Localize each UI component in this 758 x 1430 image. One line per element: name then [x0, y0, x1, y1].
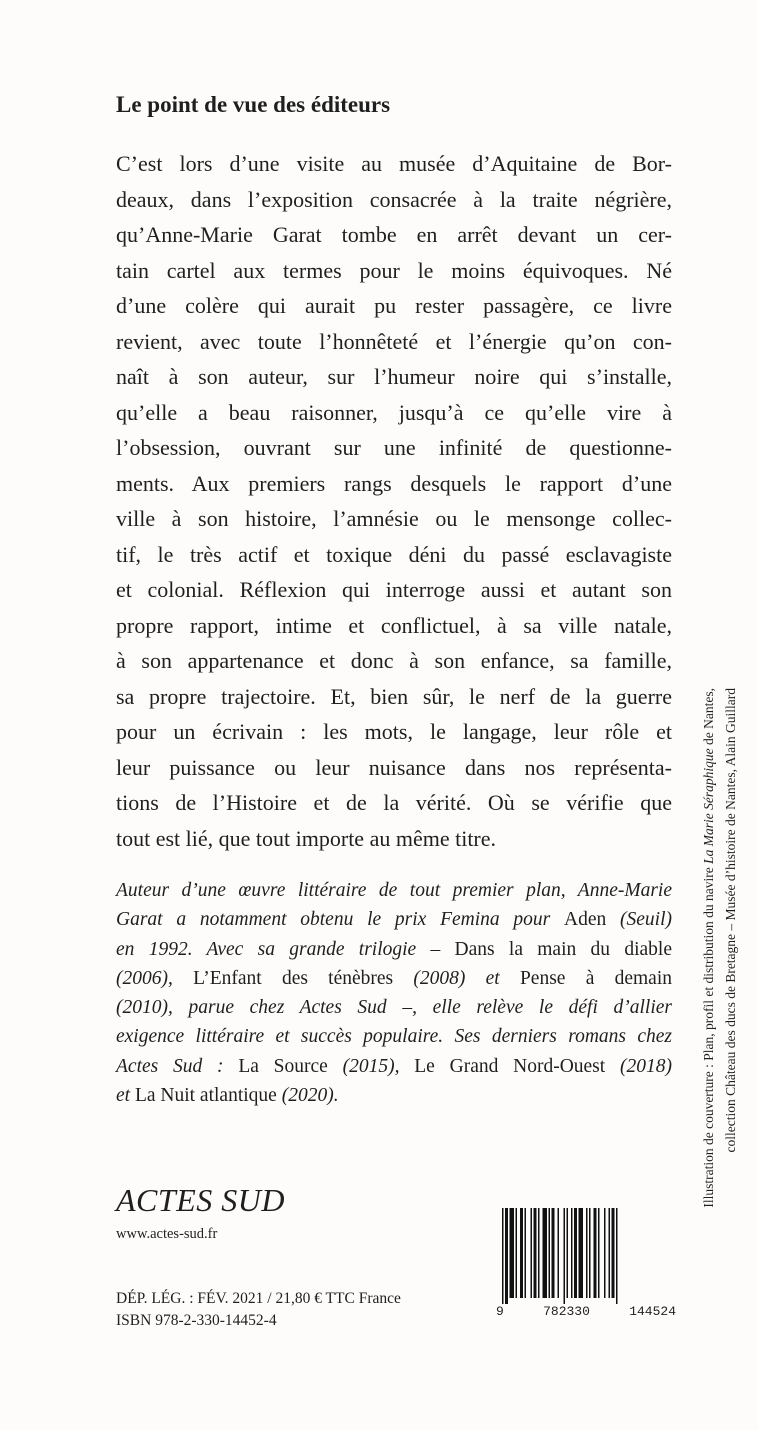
body-line: d’une colère qui aurait pu rester passagère, ce livre: [116, 293, 672, 318]
body-line: qu’Anne-Marie Garat tombe en arrêt devant un cer-: [116, 222, 672, 247]
bio-line: exigence littéraire et succès populaire. Ses derniers romans chez: [116, 1026, 672, 1048]
isbn: ISBN 978-2-330-14452-4: [116, 1312, 277, 1329]
barcode-digit-group: 782330: [543, 1304, 590, 1319]
bio-line: Actes Sud : La Source (2015), Le Grand Nord-Ouest (2018): [116, 1055, 672, 1077]
body-line: propre rapport, intime et conflictuel, à sa ville natale,: [116, 612, 672, 638]
publisher-logo: ACTES SUD: [116, 1182, 285, 1218]
bio-line: Garat a notamment obtenu le prix Femina pour Aden (Seuil): [116, 909, 672, 931]
body-line: revient, avec toute l’honnêteté et l’énergie qu’on con-: [116, 328, 672, 354]
legal-info: [116, 1288, 401, 1332]
bio-line: Auteur d’une œuvre littéraire de tout premier plan, Anne-Marie: [116, 880, 672, 901]
body-line: leur puissance ou leur nuisance dans nos représenta-: [116, 754, 672, 780]
body-line: pour un écrivain : les mots, le langage, leur rôle et: [116, 719, 672, 744]
body-line: tout est lié, que tout importe au même titre.: [116, 825, 497, 851]
barcode-digit-group: 9: [496, 1304, 504, 1319]
credit-line: collection Château des ducs de Bretagne – Musée d’histoire de Nantes, Alain Guillard: [723, 688, 738, 1153]
barcode-digits: [496, 1304, 676, 1319]
bio-line: et La Nuit atlantique (2020).: [116, 1085, 339, 1107]
author-bio: [116, 876, 672, 1110]
body-line: à son appartenance et donc à son enfance, sa famille,: [116, 648, 672, 673]
body-line: et colonial. Réflexion qui interroge aussi et autant son: [116, 577, 672, 602]
body-line: tions de l’Histoire et de la vérité. Où se vérifie que: [116, 790, 672, 815]
body-line: ments. Aux premiers rangs desquels le rapport d’une: [116, 470, 672, 496]
body-line: tain cartel aux termes pour le moins équivoques. Né: [116, 257, 672, 283]
body-paragraph: [116, 146, 672, 856]
cover-credit: [698, 688, 742, 1328]
body-line: l’obsession, ouvrant sur une infinité de questionne-: [116, 435, 672, 460]
body-line: qu’elle a beau raisonner, jusqu’à ce qu’elle vire à: [116, 399, 672, 425]
body-line: ville à son histoire, l’amnésie ou le mensonge collec-: [116, 506, 672, 531]
section-title: Le point de vue des éditeurs: [116, 92, 391, 117]
body-line: C’est lors d’une visite au musée d’Aquitaine de Bor-: [116, 151, 672, 176]
publisher-website: www.actes-sud.fr: [116, 1226, 218, 1242]
credit-line: Illustration de couverture : Plan, profil et distribution du navire La Marie Séraphique de Nantes,: [701, 688, 716, 1208]
bio-line: en 1992. Avec sa grande trilogie – Dans la main du diable: [116, 938, 672, 960]
body-line: sa propre trajectoire. Et, bien sûr, le nerf de la guerre: [116, 683, 672, 709]
legal-deposit-price: DÉP. LÉG. : FÉV. 2021 / 21,80 € TTC France: [116, 1290, 401, 1307]
barcode-icon: [496, 1208, 676, 1304]
body-line: naît à son auteur, sur l’humeur noire qui s’installe,: [116, 364, 672, 389]
barcode-digit-group: 144524: [629, 1304, 676, 1319]
bio-line: (2010), parue chez Actes Sud –, elle relève le défi d’allier: [116, 997, 672, 1019]
body-line: deaux, dans l’exposition consacrée à la traite négrière,: [116, 186, 672, 212]
body-line: tif, le très actif et toxique déni du passé esclavagiste: [116, 541, 672, 567]
bio-line: (2006), L’Enfant des ténèbres (2008) et Pense à demain: [116, 967, 672, 989]
